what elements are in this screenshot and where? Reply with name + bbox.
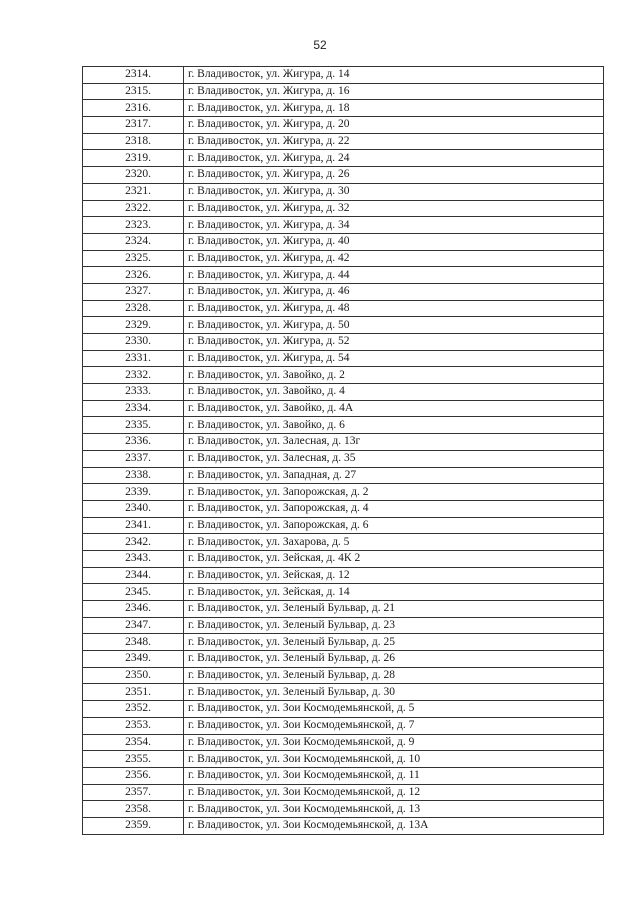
row-address: г. Владивосток, ул. Зои Космодемьянской, д. 13 [184,801,604,818]
table-row [83,100,604,117]
table-row [83,801,604,818]
row-address: г. Владивосток, ул. Зои Космодемьянской, д. 11 [184,767,604,784]
table-row [83,651,604,668]
row-address: г. Владивосток, ул. Зои Космодемьянской, д. 10 [184,751,604,768]
row-number: 2320. [83,167,184,184]
row-number: 2344. [83,567,184,584]
table-row [83,367,604,384]
row-address: г. Владивосток, ул. Зейская, д. 12 [184,567,604,584]
row-address: г. Владивосток, ул. Жигура, д. 22 [184,133,604,150]
row-address: г. Владивосток, ул. Завойко, д. 4А [184,400,604,417]
table-row [83,83,604,100]
table-row [83,434,604,451]
row-number: 2336. [83,434,184,451]
address-table [82,66,604,835]
row-address: г. Владивосток, ул. Зои Космодемьянской, д. 7 [184,717,604,734]
row-number: 2338. [83,467,184,484]
row-number: 2324. [83,233,184,250]
row-address: г. Владивосток, ул. Захарова, д. 5 [184,534,604,551]
table-row [83,400,604,417]
row-address: г. Владивосток, ул. Жигура, д. 34 [184,217,604,234]
row-address: г. Владивосток, ул. Жигура, д. 20 [184,117,604,134]
row-address: г. Владивосток, ул. Залесная, д. 13г [184,434,604,451]
row-number: 2339. [83,484,184,501]
row-address: г. Владивосток, ул. Жигура, д. 54 [184,350,604,367]
table-row [83,751,604,768]
row-number: 2348. [83,634,184,651]
table-row [83,500,604,517]
row-address: г. Владивосток, ул. Зеленый Бульвар, д. 30 [184,684,604,701]
row-address: г. Владивосток, ул. Зейская, д. 14 [184,584,604,601]
row-number: 2345. [83,584,184,601]
row-address: г. Владивосток, ул. Жигура, д. 14 [184,67,604,84]
row-number: 2323. [83,217,184,234]
row-address: г. Владивосток, ул. Жигура, д. 16 [184,83,604,100]
table-row [83,233,604,250]
row-number: 2334. [83,400,184,417]
row-number: 2327. [83,283,184,300]
table-row [83,584,604,601]
table-row [83,517,604,534]
row-number: 2314. [83,67,184,84]
row-number: 2358. [83,801,184,818]
row-address: г. Владивосток, ул. Зеленый Бульвар, д. 25 [184,634,604,651]
row-address: г. Владивосток, ул. Завойко, д. 4 [184,384,604,401]
row-address: г. Владивосток, ул. Жигура, д. 50 [184,317,604,334]
row-number: 2359. [83,817,184,834]
row-number: 2355. [83,751,184,768]
row-address: г. Владивосток, ул. Жигура, д. 32 [184,200,604,217]
row-number: 2351. [83,684,184,701]
row-number: 2354. [83,734,184,751]
table-row [83,567,604,584]
table-row [83,283,604,300]
row-address: г. Владивосток, ул. Жигура, д. 26 [184,167,604,184]
row-address: г. Владивосток, ул. Жигура, д. 52 [184,334,604,351]
table-row [83,117,604,134]
row-address: г. Владивосток, ул. Зеленый Бульвар, д. 28 [184,667,604,684]
table-row [83,784,604,801]
row-number: 2350. [83,667,184,684]
row-number: 2357. [83,784,184,801]
row-address: г. Владивосток, ул. Зейская, д. 4К 2 [184,550,604,567]
table-row [83,200,604,217]
table-row [83,384,604,401]
table-row [83,734,604,751]
row-number: 2343. [83,550,184,567]
table-row [83,317,604,334]
row-number: 2316. [83,100,184,117]
row-number: 2349. [83,651,184,668]
table-row [83,484,604,501]
page-number: 52 [313,38,327,52]
table-row [83,467,604,484]
row-address: г. Владивосток, ул. Зои Космодемьянской, д. 12 [184,784,604,801]
row-address: г. Владивосток, ул. Запорожская, д. 6 [184,517,604,534]
table-row [83,217,604,234]
row-address: г. Владивосток, ул. Жигура, д. 18 [184,100,604,117]
row-address: г. Владивосток, ул. Завойко, д. 6 [184,417,604,434]
table-row [83,717,604,734]
row-address: г. Владивосток, ул. Западная, д. 27 [184,467,604,484]
table-row [83,450,604,467]
row-number: 2335. [83,417,184,434]
row-number: 2352. [83,701,184,718]
row-address: г. Владивосток, ул. Запорожская, д. 4 [184,500,604,517]
row-address: г. Владивосток, ул. Зои Космодемьянской, д. 9 [184,734,604,751]
row-address: г. Владивосток, ул. Жигура, д. 44 [184,267,604,284]
row-number: 2317. [83,117,184,134]
row-address: г. Владивосток, ул. Зеленый Бульвар, д. 23 [184,617,604,634]
row-address: г. Владивосток, ул. Жигура, д. 46 [184,283,604,300]
row-number: 2325. [83,250,184,267]
row-address: г. Владивосток, ул. Жигура, д. 24 [184,150,604,167]
table-row [83,334,604,351]
table-row [83,67,604,84]
row-number: 2319. [83,150,184,167]
row-number: 2326. [83,267,184,284]
row-address: г. Владивосток, ул. Жигура, д. 42 [184,250,604,267]
row-number: 2328. [83,300,184,317]
table-row [83,667,604,684]
table-row [83,417,604,434]
row-address: г. Владивосток, ул. Зеленый Бульвар, д. 26 [184,651,604,668]
table-row [83,617,604,634]
table-row [83,684,604,701]
table-row [83,300,604,317]
address-table-body [83,67,604,835]
table-row [83,634,604,651]
row-number: 2340. [83,500,184,517]
row-address: г. Владивосток, ул. Завойко, д. 2 [184,367,604,384]
row-number: 2346. [83,601,184,618]
row-number: 2333. [83,384,184,401]
table-row [83,133,604,150]
table-row [83,250,604,267]
row-number: 2353. [83,717,184,734]
row-number: 2347. [83,617,184,634]
table-row [83,601,604,618]
table-row [83,701,604,718]
row-number: 2341. [83,517,184,534]
row-number: 2332. [83,367,184,384]
row-address: г. Владивосток, ул. Жигура, д. 40 [184,233,604,250]
row-address: г. Владивосток, ул. Зои Космодемьянской, д. 5 [184,701,604,718]
row-address: г. Владивосток, ул. Зеленый Бульвар, д. 21 [184,601,604,618]
row-address: г. Владивосток, ул. Жигура, д. 30 [184,183,604,200]
table-row [83,817,604,834]
row-address: г. Владивосток, ул. Залесная, д. 35 [184,450,604,467]
row-address: г. Владивосток, ул. Зои Космодемьянской, д. 13А [184,817,604,834]
table-row [83,534,604,551]
row-address: г. Владивосток, ул. Жигура, д. 48 [184,300,604,317]
row-number: 2342. [83,534,184,551]
row-number: 2315. [83,83,184,100]
row-number: 2321. [83,183,184,200]
table-row [83,767,604,784]
table-row [83,167,604,184]
table-row [83,267,604,284]
row-number: 2337. [83,450,184,467]
row-number: 2331. [83,350,184,367]
table-row [83,183,604,200]
row-number: 2318. [83,133,184,150]
row-address: г. Владивосток, ул. Запорожская, д. 2 [184,484,604,501]
row-number: 2322. [83,200,184,217]
table-row [83,150,604,167]
row-number: 2329. [83,317,184,334]
table-row [83,550,604,567]
row-number: 2330. [83,334,184,351]
row-number: 2356. [83,767,184,784]
table-row [83,350,604,367]
